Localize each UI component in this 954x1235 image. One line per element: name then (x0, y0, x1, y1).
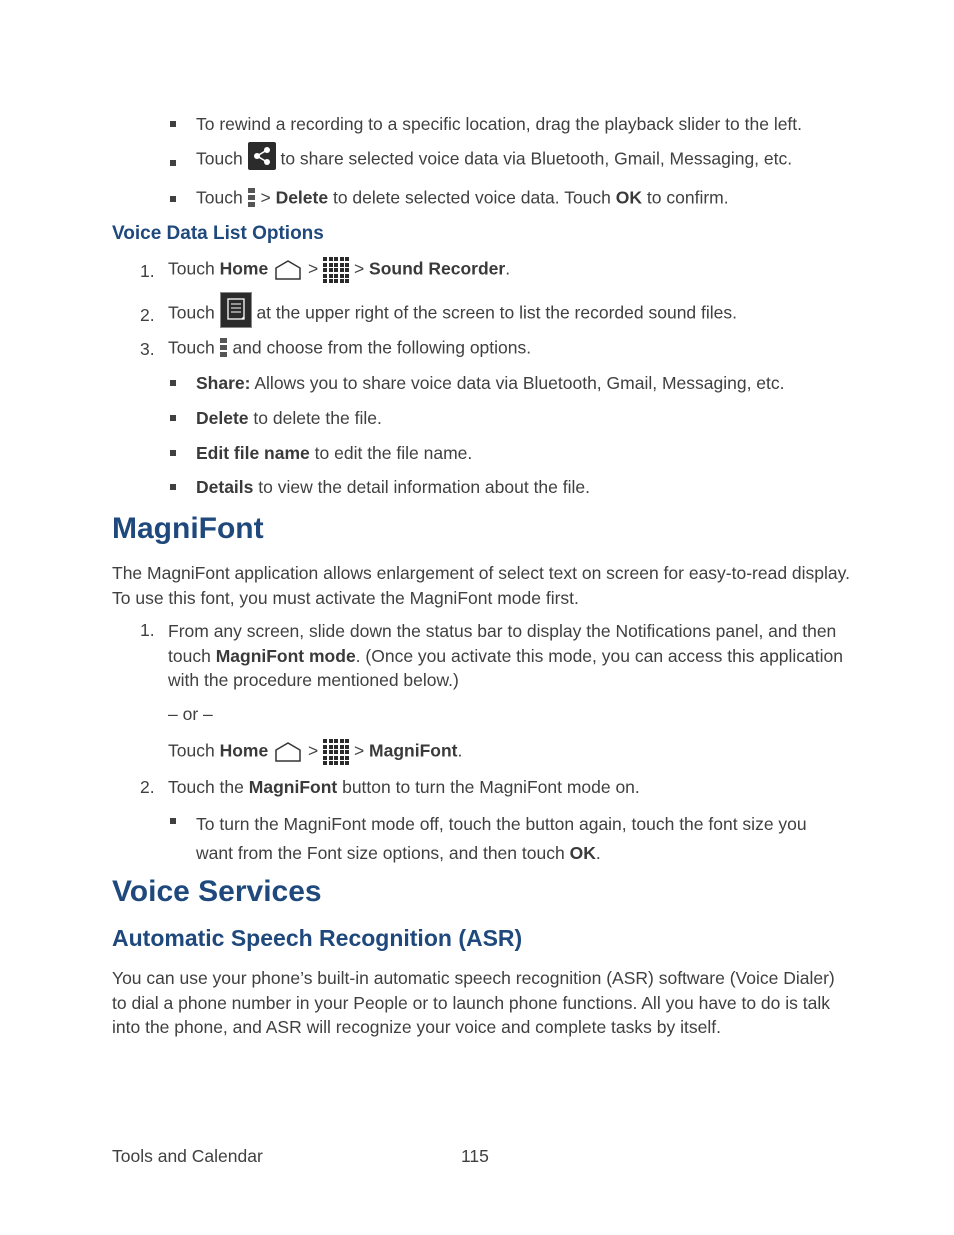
option-delete: Delete to delete the file. (196, 408, 382, 428)
option-share: Share: Allows you to share voice data via Bluetooth, Gmail, Messaging, etc. (196, 373, 785, 393)
bullet-marker (170, 484, 176, 490)
share-icon (248, 142, 276, 170)
menu-icon (220, 337, 228, 361)
section-heading-voice-services: Voice Services (112, 875, 322, 908)
page-number: 115 (461, 1146, 489, 1166)
bullet-marker (170, 450, 176, 456)
bullet-share: Touch to share selected voice data via Bluetooth, Gmail, Messaging, etc. (196, 146, 792, 174)
step-number: 1. (140, 261, 155, 281)
step-2-magnifont: Touch the MagniFont button to turn the MagniFont mode on. (168, 777, 640, 797)
step-number: 1. (140, 620, 155, 640)
footer-section: Tools and Calendar (112, 1146, 263, 1166)
step-1-magnifont: From any screen, slide down the status bar to display the Notifications panel, and then touch MagniFont mode. (Once you activate this mode, you can access this application with the procedure mentioned below.) (168, 621, 844, 690)
step-number: 2. (140, 305, 155, 325)
step-3-voice-list: Touch and choose from the following options. (168, 337, 531, 361)
home-icon (273, 741, 303, 763)
menu-icon (248, 187, 256, 211)
home-icon (273, 259, 303, 281)
step-2-voice-list: Touch at the upper right of the screen to list the recorded sound files. (168, 296, 737, 332)
magnifont-intro: The MagniFont application allows enlargement of select text on screen for easy-to-read display. To use this font, you must activate the MagniFont mode first. (112, 563, 850, 608)
section-heading-voice-data-list: Voice Data List Options (112, 223, 324, 244)
apps-icon (323, 739, 349, 765)
option-edit-file-name: Edit file name to edit the file name. (196, 443, 473, 463)
bullet-marker (170, 196, 176, 202)
magnifont-off-note: To turn the MagniFont mode off, touch the button again, touch the font size you want from the Font size options, and then touch OK. (196, 814, 807, 863)
bullet-delete: Touch > Delete to delete selected voice data. Touch OK to confirm. (196, 187, 729, 211)
bullet-marker (170, 415, 176, 421)
bullet-marker (170, 160, 176, 166)
apps-icon (323, 257, 349, 283)
bullet-rewind: To rewind a recording to a specific location, drag the playback slider to the left. (196, 114, 803, 134)
subheading-asr: Automatic Speech Recognition (ASR) (112, 925, 523, 951)
option-details: Details to view the detail information about the file. (196, 477, 590, 497)
step-number: 3. (140, 339, 155, 359)
step-1-voice-list: Touch Home > > Sound Recorder. (168, 257, 510, 283)
bullet-marker (170, 380, 176, 386)
asr-body: You can use your phone’s built-in automatic speech recognition (ASR) software (Voice Dialer) to dial a phone number in your People or to launch phone functions. All you have to do is talk into the phone, and ASR will recognize your voice and complete tasks by itself. (112, 968, 835, 1037)
or-separator: – or – (168, 704, 213, 724)
alt-step-magnifont: Touch Home > > MagniFont. (168, 739, 462, 765)
bullet-marker (170, 818, 176, 824)
bullet-marker (170, 121, 176, 127)
section-heading-magnifont: MagniFont (112, 512, 264, 545)
list-icon (220, 292, 252, 328)
step-number: 2. (140, 777, 155, 797)
